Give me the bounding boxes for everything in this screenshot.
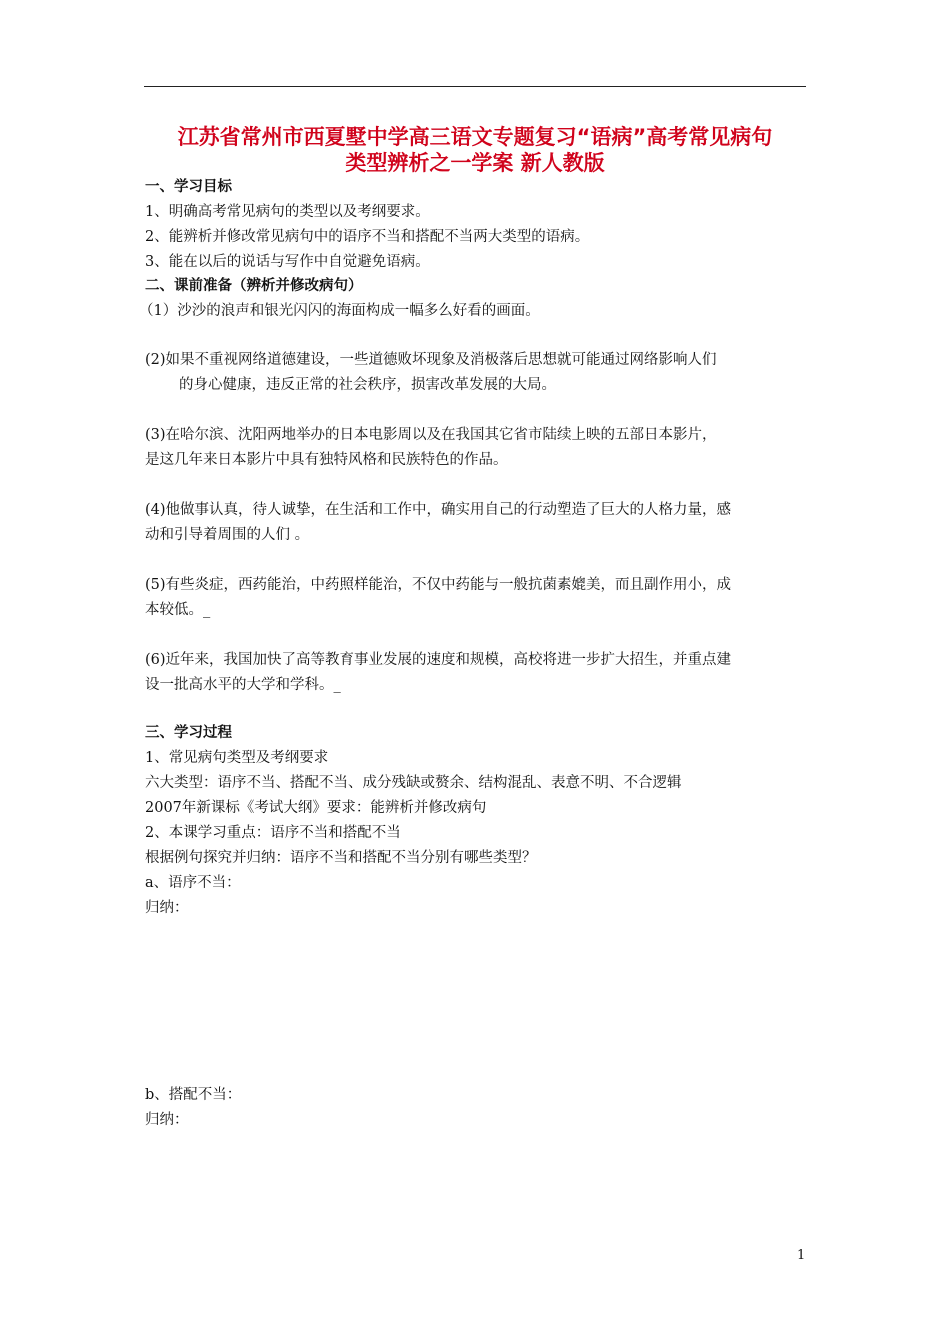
process-paragraph: 2、本课学习重点：语序不当和搭配不当 — [145, 825, 401, 841]
document-title-line-1: 江苏省常州市西夏墅中学高三语文专题复习“语病”高考常见病句 — [177, 125, 773, 149]
page-number: 1 — [797, 1248, 806, 1263]
exercise-sentence-4-line-2: 动和引导着周围的人们 。 — [145, 527, 310, 543]
word-order-summary-label: 归纳： — [145, 900, 189, 916]
section-heading-preparation: 二、课前准备（辨析并修改病句） — [145, 278, 363, 294]
exercise-sentence-6-line-2: 设一批高水平的大学和学科。_ — [145, 677, 341, 693]
exercise-sentence-5-line-1: (5)有些炎症，西药能治，中药照样能治，不仅中药能与一般抗菌素媲美，而且副作用小，成 — [145, 577, 732, 593]
collocation-summary-label: 归纳： — [145, 1112, 189, 1128]
exercise-sentence-4-line-1: (4)他做事认真，待人诚挚，在生活和工作中，确实用自己的行动塑造了巨大的人格力量，感 — [145, 502, 732, 518]
process-paragraph: 1、常见病句类型及考纲要求 — [145, 750, 329, 766]
exercise-sentence-2-line-2: 的身心健康，违反正常的社会秩序，损害改革发展的大局。 — [179, 377, 556, 393]
goal-item: 2、能辨析并修改常见病句中的语序不当和搭配不当两大类型的语病。 — [145, 229, 590, 245]
process-paragraph: 根据例句探究并归纳：语序不当和搭配不当分别有哪些类型？ — [145, 850, 537, 866]
section-heading-learning-goals: 一、学习目标 — [145, 179, 232, 195]
collocation-label: b、搭配不当： — [145, 1087, 242, 1103]
exercise-sentence-5-line-2: 本较低。_ — [145, 602, 211, 618]
header-rule — [144, 86, 806, 87]
exercise-sentence-3-line-1: (3)在哈尔滨、沈阳两地举办的日本电影周以及在我国其它省市陆续上映的五部日本影片， — [145, 427, 717, 443]
exercise-sentence-6-line-1: (6)近年来，我国加快了高等教育事业发展的速度和规模，高校将进一步扩大招生，并重点建 — [145, 652, 732, 668]
document-title-line-2: 类型辨析之一学案 新人教版 — [345, 151, 605, 175]
word-order-label: a、语序不当： — [145, 875, 241, 891]
goal-item: 3、能在以后的说话与写作中自觉避免语病。 — [145, 254, 430, 270]
process-paragraph: 六大类型：语序不当、搭配不当、成分残缺或赘余、结构混乱、表意不明、不合逻辑 — [145, 775, 682, 791]
goal-item: 1、明确高考常见病句的类型以及考纲要求。 — [145, 204, 430, 220]
exercise-sentence-3-line-2: 是这几年来日本影片中具有独特风格和民族特色的作品。 — [145, 452, 508, 468]
process-paragraph: 2007年新课标《考试大纲》要求：能辨析并修改病句 — [145, 800, 487, 816]
exercise-sentence-2-line-1: (2)如果不重视网络道德建设，一些道德败坏现象及消极落后思想就可能通过网络影响人们 — [145, 352, 717, 368]
exercise-sentence-1: （1）沙沙的浪声和银光闪闪的海面构成一幅多么好看的画面。 — [139, 303, 540, 319]
section-heading-learning-process: 三、学习过程 — [145, 725, 232, 741]
